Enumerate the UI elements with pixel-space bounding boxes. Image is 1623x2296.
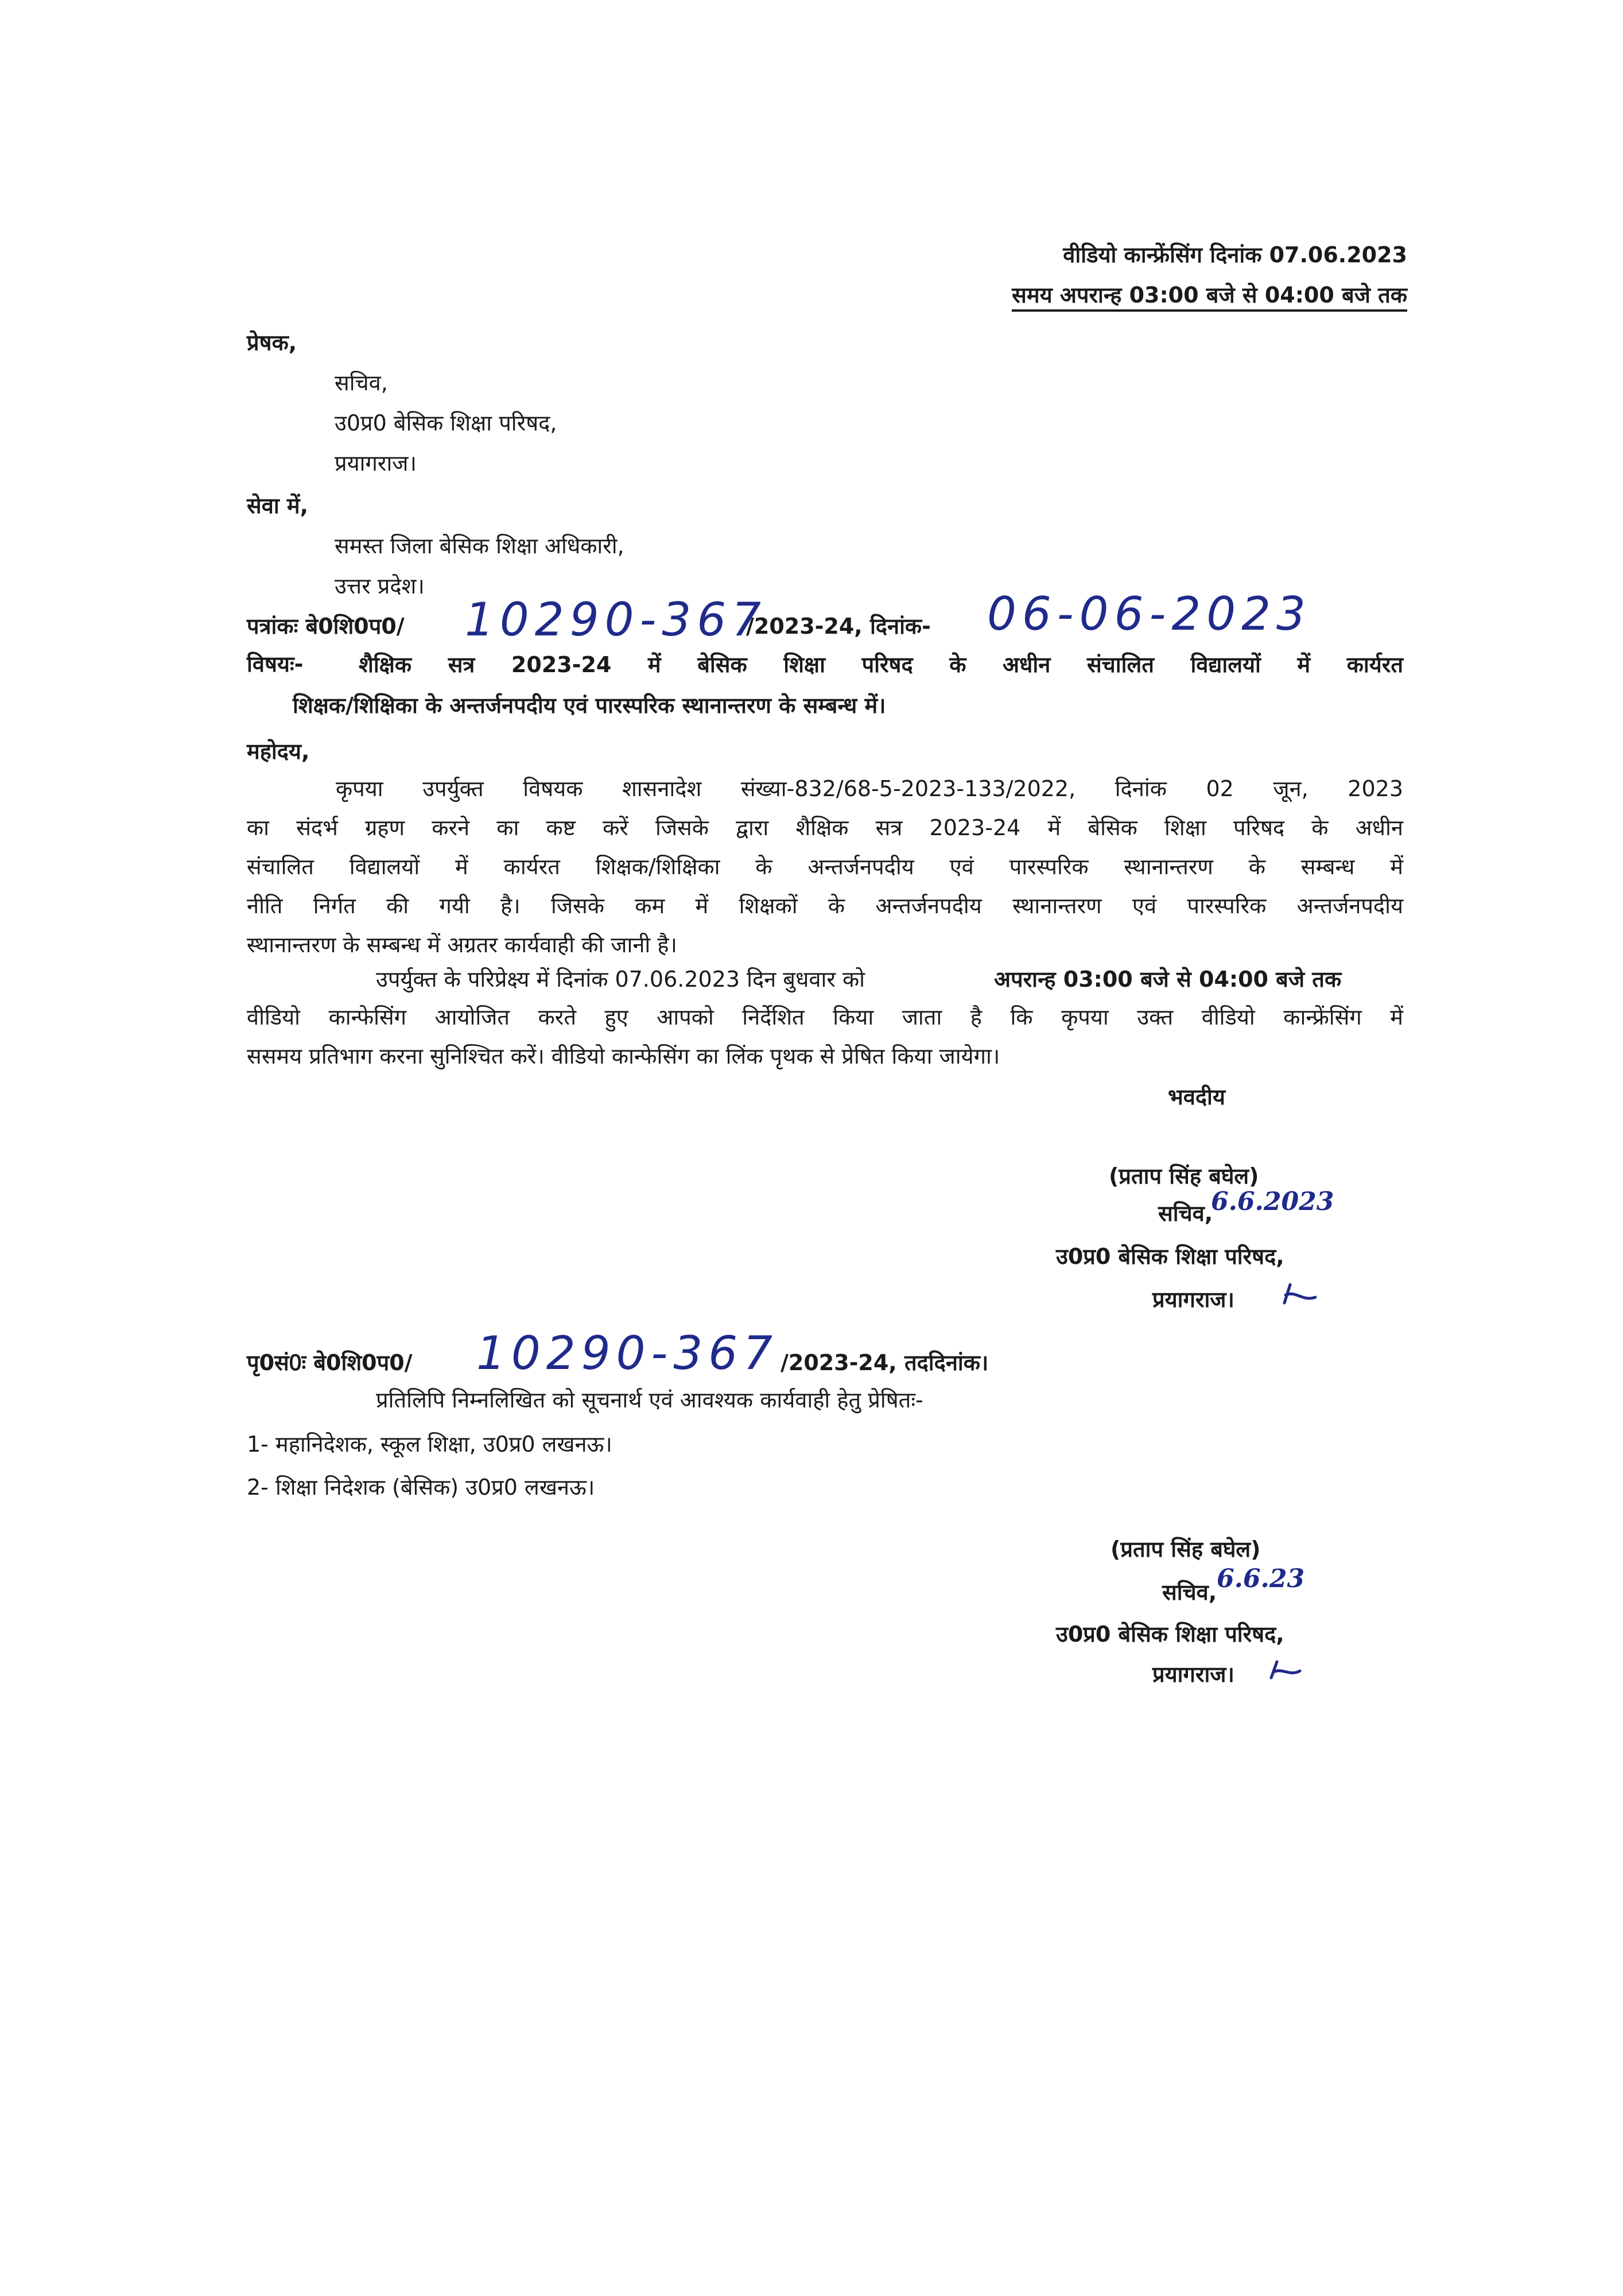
subject-line-2: शिक्षक/शिक्षिका के अन्तर्जनपदीय एवं पारस्परिक स्थानान्तरण के सम्बन्ध में। [293, 693, 886, 718]
reference-prefix: पत्रांकः बे0शि0प0/ [247, 614, 405, 639]
signatory-org: उ0प्र0 बेसिक शिक्षा परिषद, [1056, 1244, 1284, 1269]
vc-time-line: समय अपरान्ह 03:00 बजे से 04:00 बजे तक [1012, 284, 1407, 312]
salutation: महोदय, [247, 739, 310, 764]
body-paragraph-1 [247, 769, 1403, 964]
signatory-designation: सचिव, [1158, 1201, 1213, 1226]
handwritten-copy-number: 10290-367 [476, 1327, 779, 1380]
copy-list-item: 1- महानिदेशक, स्कूल शिक्षा, उ0प्र0 लखनऊ। [247, 1432, 612, 1457]
signatory-designation-2: सचिव, [1162, 1580, 1217, 1605]
reference-year: /2023-24, दिनांक- [746, 614, 931, 639]
para1-line: स्थानान्तरण के सम्बन्ध में अग्रतर कार्यवाही की जानी है। [247, 932, 677, 957]
signatory-city: प्रयागराज। [1152, 1287, 1234, 1312]
copy-intro: प्रतिलिपि निम्नलिखित को सूचनार्थ एवं आवश्यक कार्यवाही हेतु प्रेषितः- [376, 1387, 923, 1413]
handwritten-sign-date: 6.6.2023 [1211, 1187, 1334, 1216]
copy-reference-prefix: पृ0सं0ः बे0शि0प0/ [247, 1350, 413, 1375]
handwritten-letter-number: 10290-367 [465, 593, 767, 646]
subject-label: विषयः- [247, 651, 304, 677]
signatory-name-2: (प्रताप सिंह बघेल) [1111, 1537, 1261, 1562]
initial-signature-mark [1280, 1280, 1320, 1309]
sender-label: प्रेषक, [247, 330, 297, 355]
signatory-city-2: प्रयागराज। [1152, 1662, 1234, 1687]
recipient-line2: उत्तर प्रदेश। [335, 573, 425, 599]
closing-bhavdiya: भवदीय [1168, 1084, 1225, 1110]
para1-line: संचालित विद्यालयों में कार्यरत शिक्षक/शिक्षिका के अन्तर्जनपदीय एवं पारस्परिक स्थानान्तरण के सम्बन्ध में [247, 854, 1403, 879]
handwritten-sign-date-2: 6.6.23 [1217, 1564, 1305, 1593]
copy-list-item: 2- शिक्षा निदेशक (बेसिक) उ0प्र0 लखनऊ। [247, 1475, 595, 1500]
subject-line-1: शैक्षिक सत्र 2023-24 में बेसिक शिक्षा परिषद के अधीन संचालित विद्यालयों में कार्यरत [359, 652, 1403, 677]
para2-line1-a: उपर्युक्त के परिप्रेक्ष्य में दिनांक 07.06.2023 दिन बुधवार को [376, 967, 865, 992]
signatory-name: (प्रताप सिंह बघेल) [1109, 1163, 1259, 1189]
sender-org: उ0प्र0 बेसिक शिक्षा परिषद, [335, 410, 557, 436]
body-paragraph-2 [247, 998, 1403, 1076]
recipient-label: सेवा में, [247, 493, 309, 518]
para2-line: ससमय प्रतिभाग करना सुनिश्चित करें। वीडियो कान्फेसिंग का लिंक पृथक से प्रेषित किया जायेगा। [247, 1044, 1000, 1069]
recipient-line1: समस्त जिला बेसिक शिक्षा अधिकारी, [335, 533, 624, 559]
sender-city: प्रयागराज। [335, 451, 417, 476]
para2-line1-b: अपरान्ह 03:00 बजे से 04:00 बजे तक [994, 967, 1342, 992]
sender-designation: सचिव, [335, 370, 388, 395]
signatory-org-2: उ0प्र0 बेसिक शिक्षा परिषद, [1056, 1622, 1284, 1647]
subject-text [359, 645, 1403, 684]
initial-signature-mark-2 [1265, 1656, 1306, 1685]
copy-reference-suffix: /2023-24, तददिनांक। [781, 1350, 989, 1375]
para2-line: वीडियो कान्फेसिंग आयोजित करते हुए आपको निर्देशित किया जाता है कि कृपया उक्त वीडियो कान्फ्रेंसिंग में [247, 1004, 1403, 1030]
handwritten-letter-date: 06-06-2023 [987, 587, 1311, 641]
vc-date-line: वीडियो कान्फ्रेंसिंग दिनांक 07.06.2023 [1063, 242, 1407, 267]
para1-line: का संदर्भ ग्रहण करने का कष्ट करें जिसके द्वारा शैक्षिक सत्र 2023-24 में बेसिक शिक्षा परिषद के अधीन [247, 815, 1403, 840]
para1-line: कृपया उपर्युक्त विषयक शासनादेश संख्या-832/68-5-2023-133/2022, दिनांक 02 जून, 2023 [336, 776, 1403, 801]
para1-line: नीति निर्गत की गयी है। जिसके कम में शिक्षकों के अन्तर्जनपदीय स्थानान्तरण एवं पारस्परिक अन्तर्जनपदीय [247, 893, 1403, 918]
